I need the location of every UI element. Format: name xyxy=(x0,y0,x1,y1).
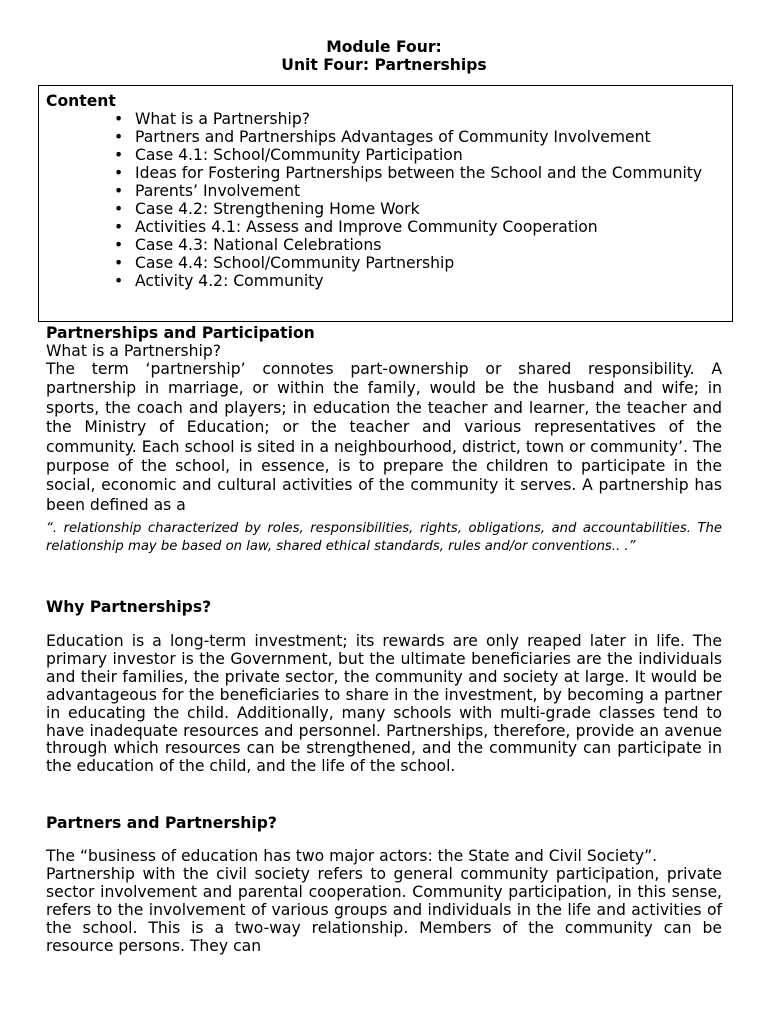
why-partnerships-body xyxy=(46,633,722,776)
content-list xyxy=(46,110,722,290)
content-item: • Case 4.1: School/Community Participation xyxy=(114,146,722,164)
definition-quote xyxy=(46,520,722,556)
content-box xyxy=(38,85,733,322)
section-subheading: What is a Partnership? xyxy=(46,342,222,360)
paragraph: Education is a long-term investment; its rewards are only reaped later in life. The primary investor is the Government, but the ultimate beneficiaries are the individuals and their families, the private sector, the community and society at large. It would be advantageous for the beneficiaries to share in the investment, by becoming a partner in educating the child. Additionally, many schools with multi-grade classes tend to have inadequate resources and personnel. Partnerships, therefore, provide an avenue through which resources can be strengthened, and the community can participate in the education of the child, and the life of the school. xyxy=(46,632,722,776)
content-item: • Activities 4.1: Assess and Improve Community Cooperation xyxy=(114,218,722,236)
content-item: • Case 4.2: Strengthening Home Work xyxy=(114,200,722,218)
section-why-partnerships xyxy=(46,598,722,616)
content-item: • Case 4.4: School/Community Partnership xyxy=(114,254,722,272)
page-heading xyxy=(0,38,768,74)
quote-text: “. relationship characterized by roles, responsibilities, rights, obligations, and accountabilities. The relationship may be based on law, shared ethical standards, rules and/or conventions.. .” xyxy=(46,521,722,554)
paragraph: Partnership with the civil society refers to general community participation, private sector involvement and parental cooperation. Community participation, in this sense, refers to the involvement of various groups and individuals in the life and activities of the school. This is a two-way relationship. Members of the community can be resource persons. They can xyxy=(46,864,722,955)
paragraph: The term ‘partnership’ connotes part-ownership or shared responsibility. A partnership in marriage, or within the family, would be the husband and wife; in sports, the coach and players; in education the teacher and learner, the teacher and the Ministry of Education; or the teacher and various representatives of the community. Each school is sited in a neighbourhood, district, town or community’. The purpose of the school, in essence, is to prepare the children to participate in the social, economic and cultural activities of the community it serves. A partnership has been defined as a xyxy=(46,360,722,514)
section-partnerships-participation xyxy=(46,324,722,515)
content-item: • Activity 4.2: Community xyxy=(114,272,722,290)
section-heading: Partners and Partnership? xyxy=(46,814,277,832)
module-title: Module Four: xyxy=(326,38,442,56)
content-item: • Ideas for Fostering Partnerships between the School and the Community xyxy=(114,164,722,182)
content-item: • Partners and Partnerships Advantages of Community Involvement xyxy=(114,128,722,146)
section-partners xyxy=(46,814,722,832)
content-item: • Parents’ Involvement xyxy=(114,182,722,200)
partners-body xyxy=(46,848,722,955)
section-heading: Partnerships and Participation xyxy=(46,324,315,342)
content-item: • What is a Partnership? xyxy=(114,110,722,128)
content-item: • Case 4.3: National Celebrations xyxy=(114,236,722,254)
unit-title: Unit Four: Partnerships xyxy=(281,56,487,74)
section-heading: Why Partnerships? xyxy=(46,598,212,616)
content-label: Content xyxy=(46,92,116,110)
paragraph: The “business of education has two major actors: the State and Civil Society”. xyxy=(46,847,658,865)
